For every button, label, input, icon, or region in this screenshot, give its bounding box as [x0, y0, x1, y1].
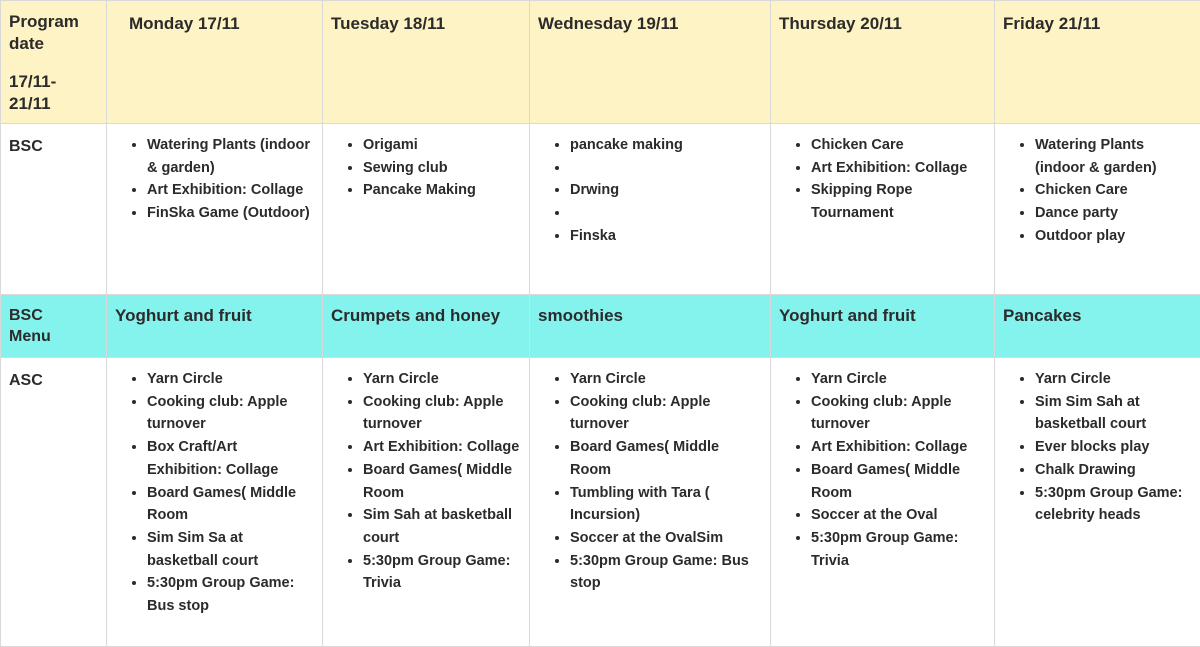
bsc-tuesday-cell: [323, 124, 530, 295]
activity-list: [771, 368, 988, 572]
bsc-menu-row: [1, 295, 1200, 358]
activity-list: [995, 134, 1194, 248]
menu-label-line1: BSC: [9, 307, 43, 324]
date-range-line2: 21/11: [9, 94, 51, 113]
activity-item: • 5:30pm Group Game: Bus stop: [570, 550, 764, 595]
activity-item: • Cooking club: Apple turnover: [363, 391, 523, 436]
menu-thursday-cell: [771, 295, 995, 358]
activity-item: • Board Games( Middle Room: [811, 459, 988, 504]
activity-item: • Yarn Circle: [363, 368, 523, 391]
program-date-cell: [1, 1, 107, 124]
activity-item: • 5:30pm Group Game: celebrity heads: [1035, 482, 1194, 527]
day-header-friday: Friday 21/11: [995, 1, 1200, 124]
activity-item: • 5:30pm Group Game: Trivia: [811, 527, 988, 572]
asc-thursday-cell: [771, 358, 995, 647]
day-header-monday: Monday 17/11: [107, 1, 323, 124]
activity-item: • Box Craft/Art Exhibition: Collage: [147, 436, 316, 481]
activity-list: [530, 368, 764, 595]
menu-friday-cell: [995, 295, 1200, 358]
asc-tuesday-cell: [323, 358, 530, 647]
activity-item: • Chicken Care: [811, 134, 988, 157]
bsc-label-cell: [1, 124, 107, 295]
activity-item: • Sim Sah at basketball court: [363, 504, 523, 549]
bsc-thursday-cell: [771, 124, 995, 295]
menu-tuesday-cell: [323, 295, 530, 358]
program-date-label-line2: date: [9, 34, 44, 53]
menu-wednesday-cell: [530, 295, 771, 358]
activity-item: • Skipping Rope Tournament: [811, 179, 988, 224]
menu-item: Yoghurt and fruit: [115, 306, 252, 325]
asc-label-cell: [1, 358, 107, 647]
activity-list: [323, 134, 523, 202]
activity-item: • Sim Sim Sah at basketball court: [1035, 391, 1194, 436]
asc-monday-cell: [107, 358, 323, 647]
bsc-monday-cell: [107, 124, 323, 295]
menu-item: Pancakes: [1003, 306, 1082, 325]
activity-item: • Art Exhibition: Collage: [811, 157, 988, 180]
activity-item: • Origami: [363, 134, 523, 157]
bsc-label: BSC: [9, 138, 43, 155]
activity-item: • Board Games( Middle Room: [363, 459, 523, 504]
activity-list: [530, 134, 764, 247]
day-header-thursday: Thursday 20/11: [771, 1, 995, 124]
activity-item: • FinSka Game (Outdoor): [147, 202, 316, 225]
activity-list: [323, 368, 523, 595]
bsc-wednesday-cell: [530, 124, 771, 295]
date-range-line1: 17/11-: [9, 72, 57, 91]
activity-item: • Board Games( Middle Room: [147, 482, 316, 527]
activity-item: • Pancake Making: [363, 179, 523, 202]
activity-item: • Outdoor play: [1035, 225, 1194, 248]
activity-list: [995, 368, 1194, 527]
activity-item: • Yarn Circle: [1035, 368, 1194, 391]
activity-item: • pancake making: [570, 134, 764, 157]
menu-item: smoothies: [538, 306, 624, 325]
activity-item: • Dance party: [1035, 202, 1194, 225]
activity-item: • Watering Plants (indoor & garden): [147, 134, 316, 179]
header-row: [1, 1, 1200, 124]
activity-item: [570, 202, 764, 225]
activity-item: • Soccer at the Oval: [811, 504, 988, 527]
activity-item: • Ever blocks play: [1035, 436, 1194, 459]
activity-item: • Board Games( Middle Room: [570, 436, 764, 481]
menu-monday-cell: [107, 295, 323, 358]
activity-item: • Watering Plants (indoor & garden): [1035, 134, 1194, 179]
day-header-wednesday: Wednesday 19/11: [530, 1, 771, 124]
activity-item: • Yarn Circle: [570, 368, 764, 391]
activity-item: • Chicken Care: [1035, 179, 1194, 202]
menu-item: Yoghurt and fruit: [779, 306, 916, 325]
activity-list: [107, 134, 316, 225]
day-header-tuesday: Tuesday 18/11: [323, 1, 530, 124]
menu-item: Crumpets and honey: [331, 306, 501, 325]
bsc-friday-cell: [995, 124, 1200, 295]
program-date-label-line1: Program: [9, 12, 79, 31]
activity-item: • Yarn Circle: [147, 368, 316, 391]
asc-wednesday-cell: [530, 358, 771, 647]
activity-item: • Sim Sim Sa at basketball court: [147, 527, 316, 572]
activity-item: • Tumbling with Tara ( Incursion): [570, 482, 764, 527]
activity-item: • Cooking club: Apple turnover: [811, 391, 988, 436]
menu-label-line2: Menu: [9, 328, 51, 345]
activity-item: • Sewing club: [363, 157, 523, 180]
activity-item: • Cooking club: Apple turnover: [147, 391, 316, 436]
activity-item: • Chalk Drawing: [1035, 459, 1194, 482]
activity-item: • Yarn Circle: [811, 368, 988, 391]
menu-label-cell: [1, 295, 107, 358]
activity-item: • 5:30pm Group Game: Trivia: [363, 550, 523, 595]
activity-item: [570, 157, 764, 180]
bsc-row: [1, 124, 1200, 295]
activity-list: [771, 134, 988, 225]
asc-row: [1, 358, 1200, 647]
asc-friday-cell: [995, 358, 1200, 647]
activity-item: • Art Exhibition: Collage: [147, 179, 316, 202]
activity-item: • Art Exhibition: Collage: [811, 436, 988, 459]
activity-item: • Cooking club: Apple turnover: [570, 391, 764, 436]
activity-item: • Art Exhibition: Collage: [363, 436, 523, 459]
activity-item: • Finska: [570, 225, 764, 248]
activity-item: • 5:30pm Group Game: Bus stop: [147, 572, 316, 617]
activity-item: • Drwing: [570, 179, 764, 202]
asc-label: ASC: [9, 372, 43, 389]
activity-item: • Soccer at the OvalSim: [570, 527, 764, 550]
activity-list: [107, 368, 316, 618]
